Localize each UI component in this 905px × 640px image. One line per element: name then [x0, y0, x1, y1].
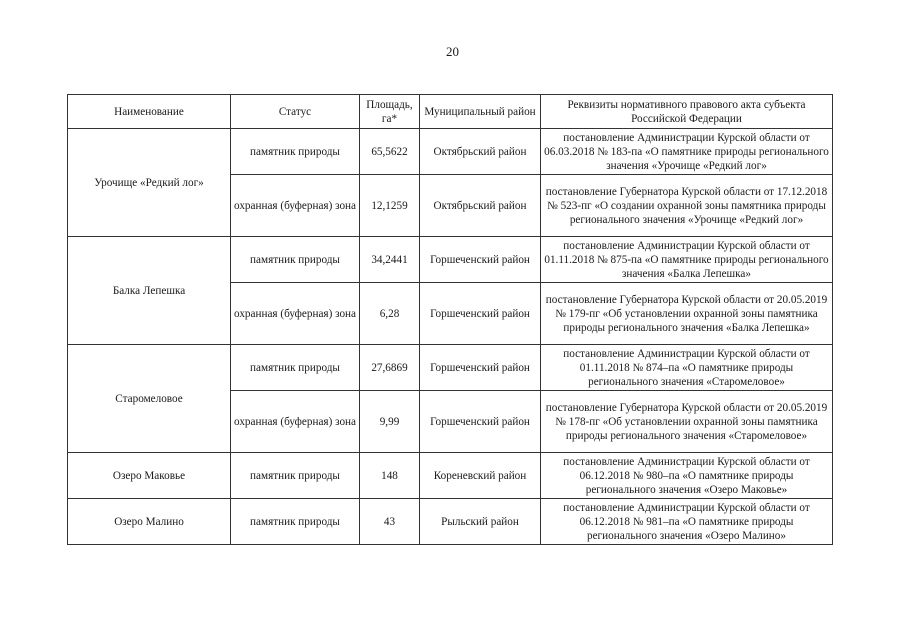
area-cell: 6,28 [360, 283, 420, 345]
act-cell: постановление Губернатора Курской области от 20.05.2019 № 178-пг «Об установлении охранной зоны памятника природы регионального значения «Старомеловое» [541, 391, 833, 453]
area-name-cell: Балка Лепешка [68, 237, 231, 345]
table-row [68, 129, 833, 175]
header-district: Муниципальный район [420, 95, 541, 129]
act-cell: постановление Администрации Курской области от 01.11.2018 № 874–па «О памятнике природы регионального значения «Старомеловое» [541, 345, 833, 391]
page-number: 20 [446, 44, 459, 59]
district-cell: Рыльский район [420, 499, 541, 545]
status-cell: охранная (буферная) зона [231, 283, 360, 345]
table-header-row [68, 95, 833, 129]
area-name-cell: Озеро Маковье [68, 453, 231, 499]
district-cell: Октябрьский район [420, 175, 541, 237]
act-cell: постановление Администрации Курской области от 06.12.2018 № 980–па «О памятнике природы регионального значения «Озеро Маковье» [541, 453, 833, 499]
status-cell: памятник природы [231, 453, 360, 499]
header-act: Реквизиты нормативного правового акта субъекта Российской Федерации [541, 95, 833, 129]
area-name-cell: Урочище «Редкий лог» [68, 129, 231, 237]
area-cell: 9,99 [360, 391, 420, 453]
area-cell: 65,5622 [360, 129, 420, 175]
area-cell: 34,2441 [360, 237, 420, 283]
status-cell: памятник природы [231, 499, 360, 545]
area-cell: 43 [360, 499, 420, 545]
status-cell: охранная (буферная) зона [231, 391, 360, 453]
district-cell: Горшеченский район [420, 237, 541, 283]
table-row [68, 453, 833, 499]
act-cell: постановление Администрации Курской области от 06.03.2018 № 183-па «О памятнике природы регионального значения «Урочище «Редкий лог» [541, 129, 833, 175]
area-cell: 27,6869 [360, 345, 420, 391]
district-cell: Горшеченский район [420, 345, 541, 391]
status-cell: памятник природы [231, 237, 360, 283]
protected-areas-table [67, 94, 833, 545]
act-cell: постановление Губернатора Курской области от 20.05.2019 № 179-пг «Об установлении охранной зоны памятника природы регионального значения «Балка Лепешка» [541, 283, 833, 345]
header-area: Площадь, га* [360, 95, 420, 129]
district-cell: Октябрьский район [420, 129, 541, 175]
act-cell: постановление Администрации Курской области от 01.11.2018 № 875-па «О памятнике природы регионального значения «Балка Лепешка» [541, 237, 833, 283]
act-cell: постановление Администрации Курской области от 06.12.2018 № 981–па «О памятнике природы регионального значения «Озеро Малино» [541, 499, 833, 545]
district-cell: Кореневский район [420, 453, 541, 499]
district-cell: Горшеченский район [420, 283, 541, 345]
header-name: Наименование [68, 95, 231, 129]
status-cell: памятник природы [231, 129, 360, 175]
area-name-cell: Озеро Малино [68, 499, 231, 545]
status-cell: памятник природы [231, 345, 360, 391]
district-cell: Горшеченский район [420, 391, 541, 453]
header-status: Статус [231, 95, 360, 129]
area-name-cell: Старомеловое [68, 345, 231, 453]
area-cell: 12,1259 [360, 175, 420, 237]
table-row [68, 499, 833, 545]
table-row [68, 237, 833, 283]
act-cell: постановление Губернатора Курской области от 17.12.2018 № 523-пг «О создании охранной зоны памятника природы регионального значения «Урочище «Редкий лог» [541, 175, 833, 237]
status-cell: охранная (буферная) зона [231, 175, 360, 237]
table-row [68, 345, 833, 391]
area-cell: 148 [360, 453, 420, 499]
